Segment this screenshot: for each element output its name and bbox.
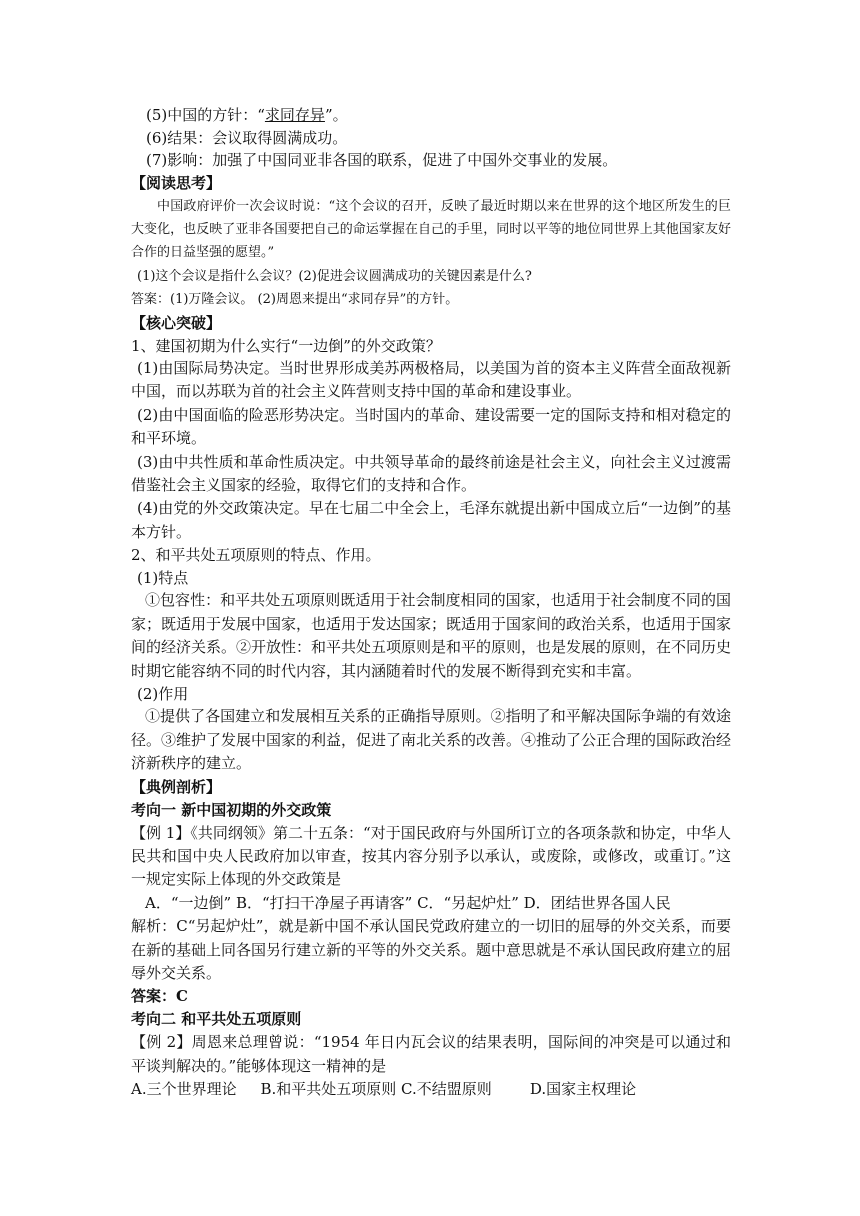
core-q1-point-3: (3)由中共性质和革命性质决定。中共领导革命的最终前途是社会主义，向社会主义过渡需借鉴社会主义国家的经验，取得它们的支持和合作。 <box>131 452 731 495</box>
core-q2-subhead-1: (1)特点 <box>137 568 189 587</box>
reading-heading: 【阅读思考】 <box>131 173 222 192</box>
underlined-term: 求同存异 <box>264 106 325 124</box>
reading-quote: 中国政府评价一次会议时说：“这个会议的召开，反映了最近时期以来在世界的这个地区所发生的巨大变化，也反映了亚非各国要把自己的命运掌握在自己的手里，同时以平等的地位同世界上其他国家友好合作的日益坚强的愿望。” <box>131 198 731 261</box>
core-question-2: 2、和平共处五项原则的特点、作用。 <box>131 546 381 565</box>
reading-questions: (1)这个会议是指什么会议？(2)促进会议圆满成功的关键因素是什么? <box>137 268 532 284</box>
core-q2-features: ①包容性：和平共处五项原则既适用于社会制度相同的国家，也适用于社会制度不同的国家；既适用于发展中国家，也适用于发达国家；既适用于国家间的政治关系，也适用于国家间的经济关系。②开放性：和平共处五项原则是和平的原则，也是发展的原则，在不同历史时期它能容纳不同的时代内容，其内涵随着时代的发展不断得到充实和丰富。 <box>131 591 732 680</box>
example-1-answer: 答案：C <box>131 987 188 1006</box>
document-body <box>131 104 731 1101</box>
example-1-analysis: 解析：C“另起炉灶”，就是新中国不承认国民党政府建立的一切旧的屈辱的外交关系，而要在新的基础上同各国另行建立新的平等的外交关系。题中意思就是不承认国民政府建立的屈辱外交关系。 <box>131 917 732 983</box>
example-2-options: A.三个世界理论 B.和平共处五项原则 C.不结盟原则 D.国家主权理论 <box>131 1080 637 1099</box>
item-result: (6)结果：会议取得圆满成功。 <box>146 128 348 147</box>
direction-1: 考向一 新中国初期的外交政策 <box>131 800 332 819</box>
item-policy: (5)中国的方针：“求同存异”。 <box>146 106 348 124</box>
item-impact: (7)影响：加强了中国同亚非各国的联系，促进了中国外交事业的发展。 <box>146 151 618 169</box>
core-q2-effects: ①提供了各国建立和发展相互关系的正确指导原则。②指明了和平解决国际争端的有效途径。③维护了发展中国家的利益，促进了南北关系的改善。④推动了公正合理的国际政治经济新秩序的建立。 <box>131 707 732 773</box>
core-q1-point-2: (2)由中国面临的险恶形势决定。当时国内的革命、建设需要一定的国际支持和相对稳定的和平环境。 <box>131 405 731 448</box>
core-q2-subhead-2: (2)作用 <box>137 684 189 703</box>
example-1-options: A．“一边倒” B．“打扫干净屋子再请客” C．“另起炉灶” D．团结世界各国人民 <box>145 893 671 912</box>
example-1-stem: 【例 1】《共同纲领》第二十五条：“对于国民政府与外国所订立的各项条款和协定，中华人民共和国中央人民政府加以审查，按其内容分别予以承认，或废除，或修改，或重订。”这一规定实际上体现的外交政策是 <box>131 823 731 889</box>
core-q1-point-4: (4)由党的外交政策决定。早在七届二中全会上，毛泽东就提出新中国成立后“一边倒”的基本方针。 <box>131 499 731 541</box>
reading-answer: 答案：(1)万隆会议。 (2)周恩来提出“求同存异”的方针。 <box>131 292 459 308</box>
examples-heading: 【典例剖析】 <box>131 777 222 796</box>
example-2-stem: 【例 2】周恩来总理曾说：“1954 年日内瓦会议的结果表明，国际间的冲突是可以通过和平谈判解决的。”能够体现这一精神的是 <box>131 1033 731 1075</box>
direction-2: 考向二 和平共处五项原则 <box>131 1010 302 1029</box>
core-question-1: 1、建国初期为什么实行“一边倒”的外交政策？ <box>131 336 441 355</box>
core-q1-point-1: (1)由国际局势决定。当时世界形成美苏两极格局，以美国为首的资本主义阵营全面敌视新中国，而以苏联为首的社会主义阵营则支持中国的革命和建设事业。 <box>131 359 731 401</box>
core-heading: 【核心突破】 <box>131 313 222 332</box>
